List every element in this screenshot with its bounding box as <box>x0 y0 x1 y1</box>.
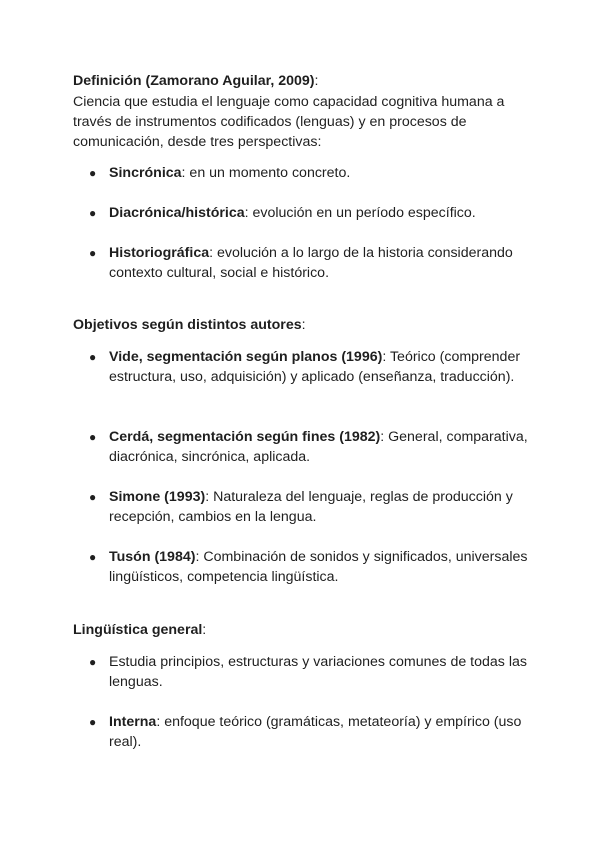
bullet-icon: ● <box>89 655 97 669</box>
list-item-bold: Vide, segmentación según planos (1996) <box>109 349 383 365</box>
list-item-text <box>109 243 539 283</box>
list-item-body: : enfoque teórico (gramáticas, metateoría) y empírico (uso real). <box>109 714 522 750</box>
section-heading-definicion <box>73 71 318 91</box>
list-item-bold: Diacrónica/histórica <box>109 205 245 221</box>
list-item-body: : Teórico (comprender estructura, uso, adquisición) y aplicado (enseñanza, traducción). <box>109 349 521 385</box>
bullet-icon: ● <box>89 715 97 729</box>
list-item-body: : General, comparativa, diacrónica, sincrónica, aplicada. <box>109 429 528 465</box>
heading-bold-text: Objetivos según distintos autores <box>73 317 302 333</box>
list-item-bold: Sincrónica <box>109 165 182 181</box>
list-item-body: : Combinación de sonidos y significados, universales lingüísticos, competencia lingüística. <box>109 549 528 585</box>
bullet-icon: ● <box>89 246 97 260</box>
list-item-text <box>109 487 539 527</box>
heading-bold-text: Lingüística general <box>73 622 203 638</box>
section-heading-objetivos <box>73 315 306 335</box>
list-item-bold: Historiográfica <box>109 245 210 261</box>
section-heading-linguistica-general <box>73 620 206 640</box>
bullet-icon: ● <box>89 490 97 504</box>
heading-suffix: : <box>301 317 306 333</box>
heading-suffix: : <box>314 73 319 89</box>
list-item-body: : evolución en un período específico. <box>244 205 476 221</box>
list-item-bold: Simone (1993) <box>109 489 206 505</box>
list-item-text <box>109 427 539 467</box>
list-item-text <box>109 347 539 387</box>
definition-paragraph: Ciencia que estudia el lenguaje como capacidad cognitiva humana a través de instrumentos codificados (lenguas) y en procesos de comunicación, desde tres perspectivas: <box>73 94 505 150</box>
bullet-icon: ● <box>89 430 97 444</box>
list-item-body: : en un momento concreto. <box>181 165 351 181</box>
list-item-bold: Tusón (1984) <box>109 549 196 565</box>
list-item-text <box>109 203 539 223</box>
heading-suffix: : <box>202 622 207 638</box>
heading-bold-text: Definición (Zamorano Aguilar, 2009) <box>73 73 315 89</box>
list-item-bold: Cerdá, segmentación según fines (1982) <box>109 429 381 445</box>
list-item-body: : Naturaleza del lenguaje, reglas de producción y recepción, cambios en la lengua. <box>109 489 513 525</box>
bullet-icon: ● <box>89 166 97 180</box>
list-item-text <box>109 712 539 752</box>
list-item-text <box>109 163 539 183</box>
list-item-text <box>109 547 539 587</box>
list-item-body: : evolución a lo largo de la historia considerando contexto cultural, social e histórico. <box>109 245 513 281</box>
bullet-icon: ● <box>89 206 97 220</box>
list-item-text <box>109 652 539 692</box>
bullet-icon: ● <box>89 550 97 564</box>
list-item-bold: Interna <box>109 714 157 730</box>
bullet-icon: ● <box>89 350 97 364</box>
list-item-body: Estudia principios, estructuras y variaciones comunes de todas las lenguas. <box>109 654 527 690</box>
